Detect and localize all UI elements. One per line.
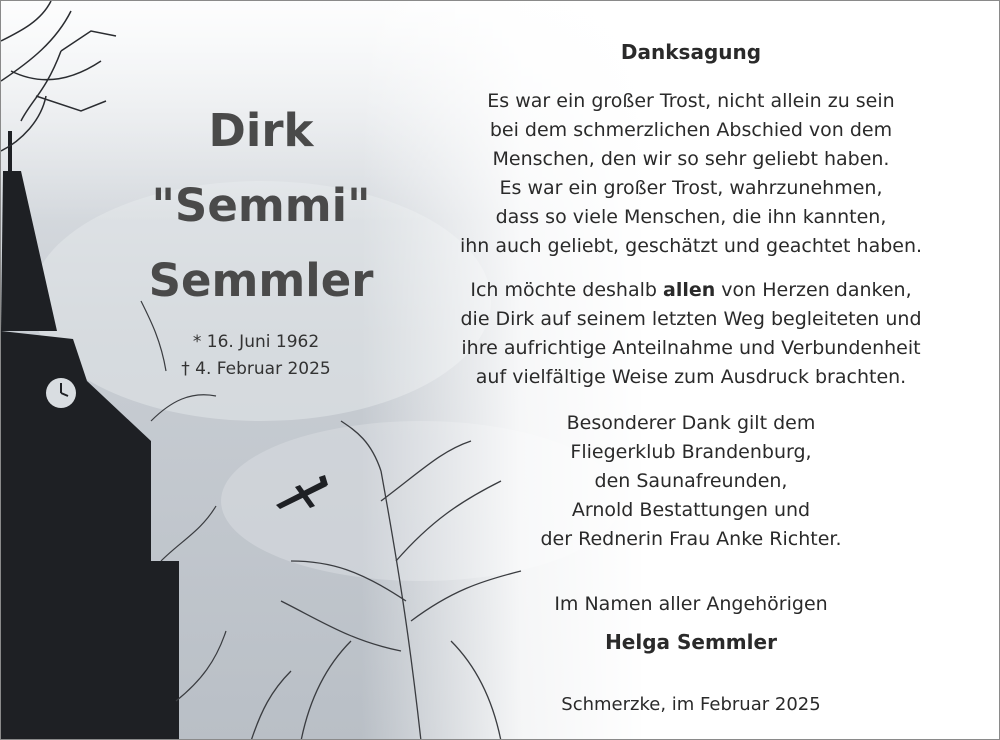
- death-date: † 4. Februar 2025: [181, 359, 331, 379]
- paragraph-line: [411, 276, 971, 305]
- last-name: Semmler: [148, 254, 374, 307]
- paragraph-line: auf vielfältige Weise zum Ausdruck brachten.: [475, 366, 907, 388]
- paragraph-line: Menschen, den wir so sehr geliebt haben.: [492, 148, 890, 170]
- paragraph-line: den Saunafreunden,: [594, 470, 788, 492]
- first-name: Dirk: [208, 104, 314, 157]
- emphasis-text: allen: [663, 279, 716, 301]
- life-dates: [151, 329, 361, 383]
- paragraph-2: [411, 276, 971, 392]
- text-segment: von Herzen danken,: [715, 279, 912, 301]
- birth-date: * 16. Juni 1962: [192, 332, 320, 352]
- paragraph-line: Besonderer Dank gilt dem: [566, 412, 816, 434]
- closing-line: Im Namen aller Angehörigen: [554, 593, 828, 615]
- paragraph-line: ihn auch geliebt, geschätzt und geachtet haben.: [459, 235, 923, 257]
- heading: Danksagung: [620, 40, 762, 64]
- paragraph-line: bei dem schmerzlichen Abschied von dem: [489, 119, 893, 141]
- paragraph-line: die Dirk auf seinem letzten Weg begleiteten und: [460, 308, 922, 330]
- paragraph-line: Es war ein großer Trost, nicht allein zu sein: [487, 90, 895, 112]
- paragraph-line: Arnold Bestattungen und: [571, 499, 811, 521]
- paragraph-1: [411, 87, 971, 261]
- paragraph-line: ihre aufrichtige Anteilnahme und Verbundenheit: [461, 337, 921, 359]
- signer-name: Helga Semmler: [605, 630, 777, 654]
- paragraph-line: dass so viele Menschen, die ihn kannten,: [495, 206, 887, 228]
- paragraph-line: Fliegerklub Brandenburg,: [570, 441, 812, 463]
- clock-icon: [46, 378, 76, 408]
- place-date: Schmerzke, im Februar 2025: [561, 694, 821, 715]
- paragraph-3: [411, 409, 971, 554]
- deceased-name: [121, 93, 401, 318]
- paragraph-line: der Rednerin Frau Anke Richter.: [540, 528, 842, 550]
- nickname: "Semmi": [151, 179, 371, 232]
- text-segment: Ich möchte deshalb: [470, 279, 663, 301]
- paragraph-line: Es war ein großer Trost, wahrzunehmen,: [499, 177, 883, 199]
